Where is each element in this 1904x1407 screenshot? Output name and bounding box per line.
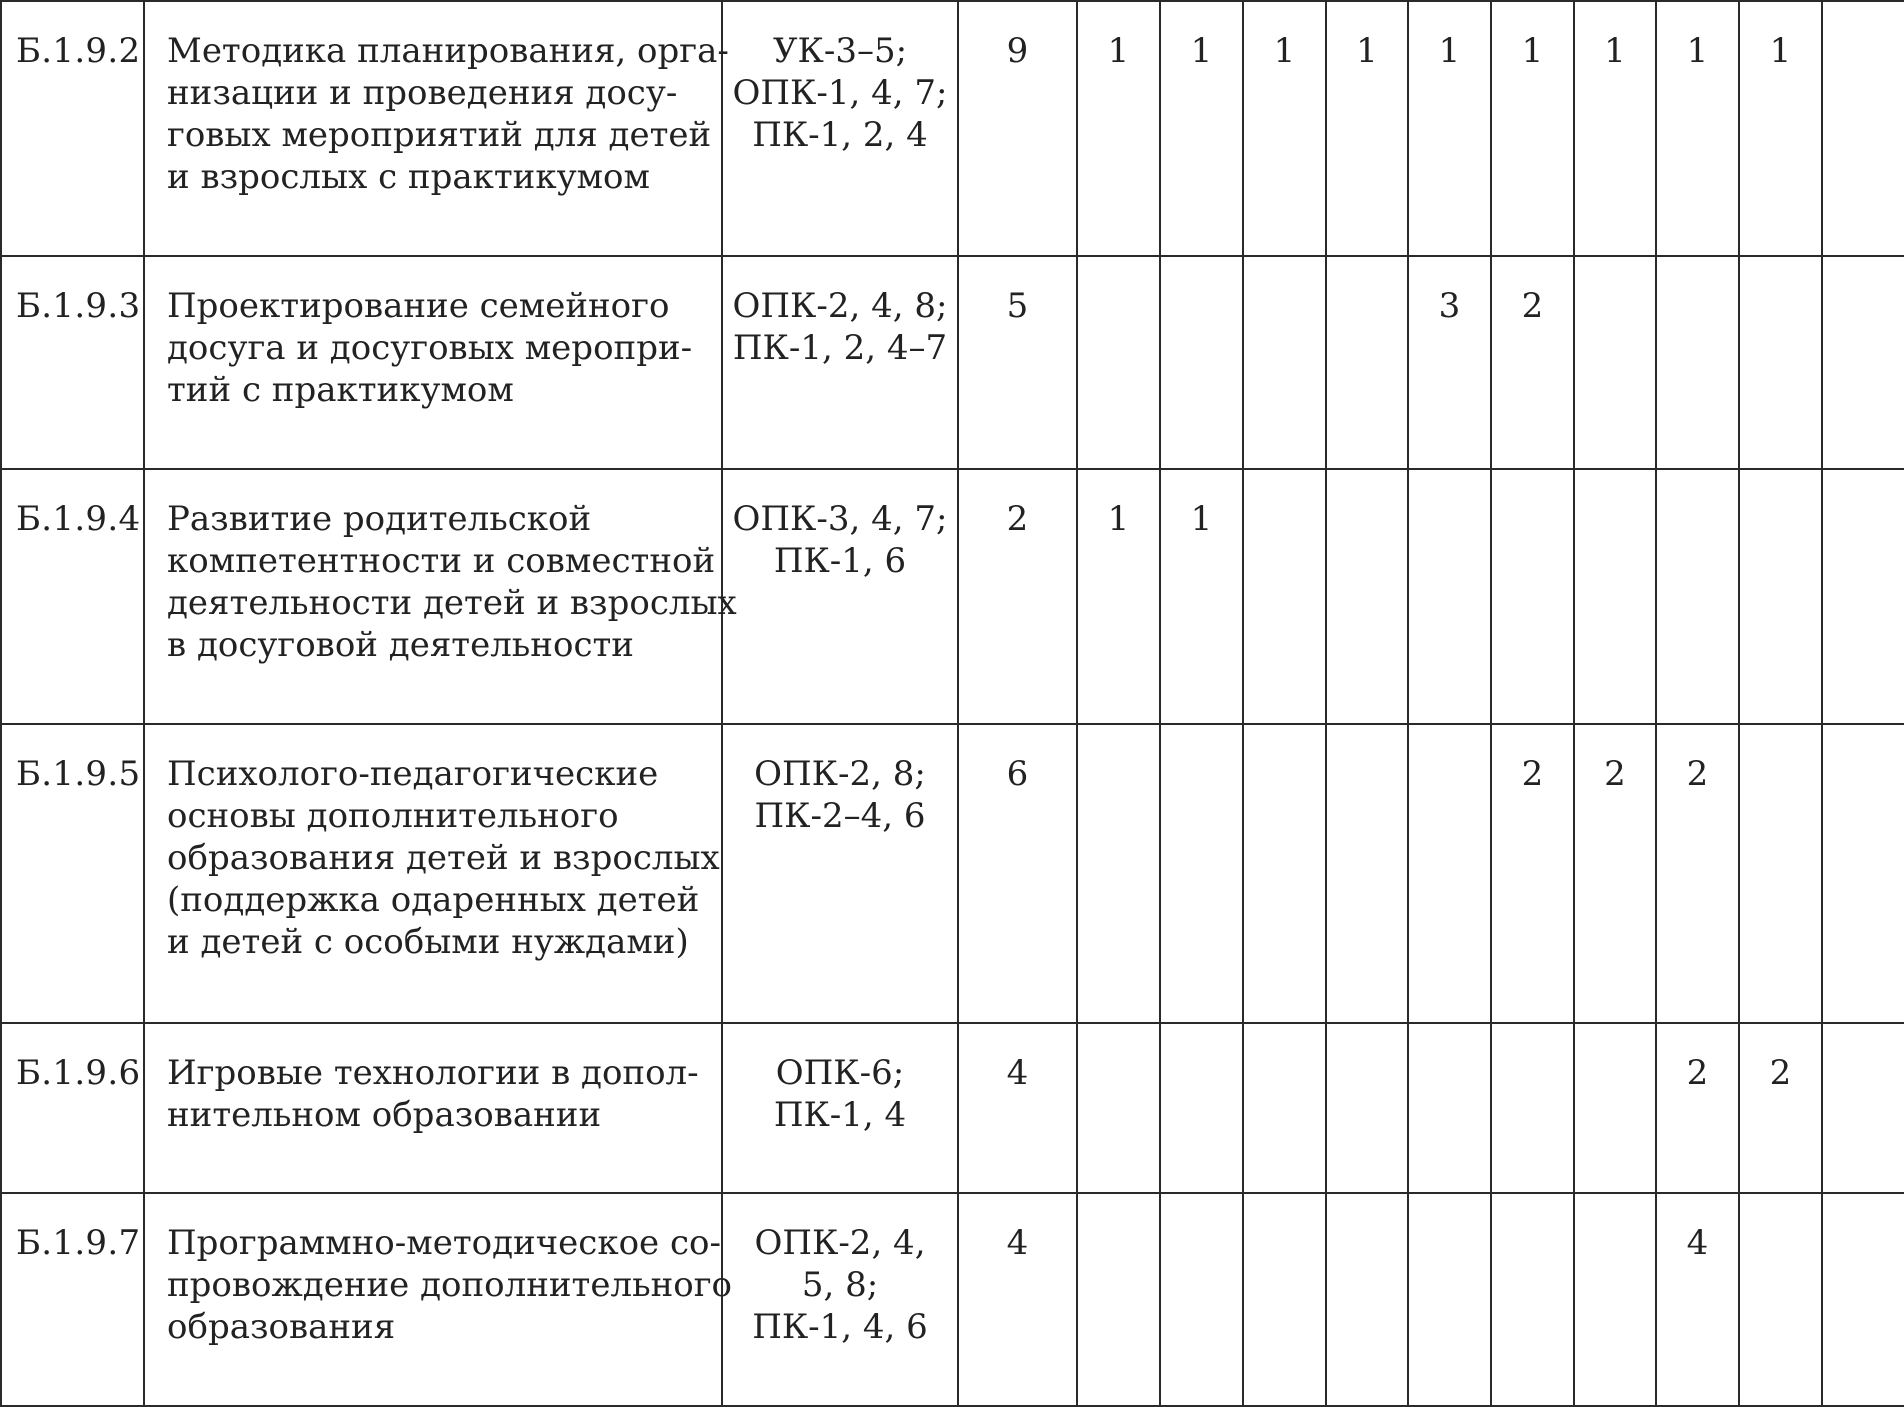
competence-line: ОПК-2, 4, <box>754 1223 926 1263</box>
competence-line: ОПК-6; <box>775 1053 905 1093</box>
semester-credits-10 <box>1822 1193 1904 1406</box>
semester-credits-10 <box>1822 469 1904 724</box>
competences-cell <box>722 1023 958 1193</box>
semester-credits-4 <box>1326 724 1408 1023</box>
discipline-name-line: Психолого-педагогические <box>167 754 659 794</box>
total-credits: 9 <box>958 1 1077 256</box>
semester-credits-7: 1 <box>1574 1 1656 256</box>
discipline-code: Б.1.9.5 <box>1 724 144 1023</box>
discipline-name-line: (поддержка одаренных детей <box>167 880 700 920</box>
discipline-name <box>144 256 722 469</box>
semester-credits-10 <box>1822 1023 1904 1193</box>
semester-credits-7 <box>1574 1023 1656 1193</box>
table-row <box>1 1023 1904 1193</box>
discipline-name-line: низации и проведения досу- <box>167 73 678 113</box>
discipline-name-line: Игровые технологии в допол- <box>167 1053 699 1093</box>
semester-credits-10 <box>1822 1 1904 256</box>
semester-credits-2 <box>1160 1193 1243 1406</box>
table-row <box>1 256 1904 469</box>
semester-credits-8 <box>1656 256 1739 469</box>
discipline-name <box>144 1023 722 1193</box>
total-credits: 6 <box>958 724 1077 1023</box>
semester-credits-4 <box>1326 1193 1408 1406</box>
semester-credits-9 <box>1739 724 1822 1023</box>
competence-line: УК-3–5; <box>772 31 908 71</box>
discipline-name-line: Проектирование семейного <box>167 286 670 326</box>
semester-credits-6 <box>1491 1193 1574 1406</box>
semester-credits-3 <box>1243 469 1326 724</box>
semester-credits-3 <box>1243 256 1326 469</box>
semester-credits-7 <box>1574 1193 1656 1406</box>
semester-credits-9 <box>1739 1193 1822 1406</box>
competences-cell <box>722 1193 958 1406</box>
table-body <box>1 1 1904 1406</box>
semester-credits-1 <box>1077 256 1160 469</box>
competences-cell <box>722 1 958 256</box>
discipline-code: Б.1.9.4 <box>1 469 144 724</box>
total-credits: 4 <box>958 1023 1077 1193</box>
semester-credits-2 <box>1160 256 1243 469</box>
competence-line: ПК-1, 2, 4–7 <box>732 328 948 368</box>
semester-credits-3: 1 <box>1243 1 1326 256</box>
competences-cell <box>722 724 958 1023</box>
semester-credits-9 <box>1739 469 1822 724</box>
semester-credits-2: 1 <box>1160 1 1243 256</box>
semester-credits-5 <box>1408 1193 1491 1406</box>
semester-credits-4: 1 <box>1326 1 1408 256</box>
semester-credits-1 <box>1077 1193 1160 1406</box>
semester-credits-5 <box>1408 469 1491 724</box>
competence-line: ПК-1, 4 <box>773 1095 907 1135</box>
competence-line: ПК-1, 6 <box>773 541 907 581</box>
discipline-name-line: деятельности детей и взрослых <box>167 583 737 623</box>
competences-cell <box>722 469 958 724</box>
table-row <box>1 724 1904 1023</box>
semester-credits-1: 1 <box>1077 469 1160 724</box>
semester-credits-6 <box>1491 1023 1574 1193</box>
total-credits: 5 <box>958 256 1077 469</box>
discipline-name <box>144 1 729 256</box>
semester-credits-9 <box>1739 256 1822 469</box>
discipline-code: Б.1.9.3 <box>1 256 144 469</box>
semester-credits-2 <box>1160 1023 1243 1193</box>
competence-line: ПК-1, 2, 4 <box>752 115 928 155</box>
competence-line: ПК-1, 4, 6 <box>752 1307 928 1347</box>
semester-credits-9: 2 <box>1739 1023 1822 1193</box>
semester-credits-9: 1 <box>1739 1 1822 256</box>
semester-credits-5: 1 <box>1408 1 1491 256</box>
semester-credits-10 <box>1822 256 1904 469</box>
semester-credits-5: 3 <box>1408 256 1491 469</box>
semester-credits-8: 2 <box>1656 1023 1739 1193</box>
semester-credits-8: 4 <box>1656 1193 1739 1406</box>
semester-credits-6: 2 <box>1491 724 1574 1023</box>
discipline-name-line: Методика планирования, орга- <box>167 31 729 71</box>
competence-line: ПК-2–4, 6 <box>754 796 926 836</box>
discipline-code: Б.1.9.7 <box>1 1193 144 1406</box>
discipline-name-line: образования <box>167 1307 396 1347</box>
total-credits: 2 <box>958 469 1077 724</box>
semester-credits-3 <box>1243 1193 1326 1406</box>
discipline-code: Б.1.9.6 <box>1 1023 144 1193</box>
semester-credits-5 <box>1408 724 1491 1023</box>
semester-credits-8: 2 <box>1656 724 1739 1023</box>
discipline-name <box>144 724 722 1023</box>
semester-credits-1 <box>1077 724 1160 1023</box>
competence-line: 5, 8; <box>801 1265 879 1305</box>
semester-credits-3 <box>1243 1023 1326 1193</box>
discipline-name-line: в досуговой деятельности <box>167 625 634 665</box>
semester-credits-7 <box>1574 256 1656 469</box>
total-credits: 4 <box>958 1193 1077 1406</box>
discipline-name-line: досуга и досуговых меропри- <box>167 328 693 368</box>
semester-credits-1: 1 <box>1077 1 1160 256</box>
semester-credits-2: 1 <box>1160 469 1243 724</box>
discipline-name-line: нительном образовании <box>167 1095 602 1135</box>
discipline-name <box>144 469 737 724</box>
discipline-code: Б.1.9.2 <box>1 1 144 256</box>
semester-credits-4 <box>1326 1023 1408 1193</box>
semester-credits-4 <box>1326 469 1408 724</box>
discipline-name-line: и детей с особыми нуждами) <box>167 922 689 962</box>
competence-line: ОПК-3, 4, 7; <box>732 499 948 539</box>
competence-line: ОПК-2, 8; <box>754 754 926 794</box>
discipline-name-line: образования детей и взрослых <box>167 838 720 878</box>
table-row <box>1 469 1904 724</box>
semester-credits-6: 2 <box>1491 256 1574 469</box>
semester-credits-5 <box>1408 1023 1491 1193</box>
table-row <box>1 1 1904 256</box>
semester-credits-2 <box>1160 724 1243 1023</box>
discipline-name-line: и взрослых с практикумом <box>167 157 650 197</box>
semester-credits-8 <box>1656 469 1739 724</box>
discipline-name-line: говых мероприятий для детей <box>167 115 712 155</box>
competences-cell <box>722 256 958 469</box>
semester-credits-8: 1 <box>1656 1 1739 256</box>
semester-credits-4 <box>1326 256 1408 469</box>
semester-credits-7: 2 <box>1574 724 1656 1023</box>
discipline-name <box>144 1193 733 1406</box>
competence-line: ОПК-2, 4, 8; <box>732 286 948 326</box>
discipline-name-line: Программно-методическое со- <box>167 1223 721 1263</box>
discipline-name-line: провождение дополнительного <box>167 1265 733 1305</box>
competence-line: ОПК-1, 4, 7; <box>732 73 948 113</box>
discipline-name-line: Развитие родительской <box>167 499 592 539</box>
semester-credits-6: 1 <box>1491 1 1574 256</box>
semester-credits-3 <box>1243 724 1326 1023</box>
table-row <box>1 1193 1904 1406</box>
discipline-name-line: тий с практикумом <box>167 370 514 410</box>
semester-credits-7 <box>1574 469 1656 724</box>
semester-credits-6 <box>1491 469 1574 724</box>
semester-credits-10 <box>1822 724 1904 1023</box>
discipline-name-line: компетентности и совместной <box>167 541 716 581</box>
discipline-name-line: основы дополнительного <box>167 796 619 836</box>
semester-credits-1 <box>1077 1023 1160 1193</box>
